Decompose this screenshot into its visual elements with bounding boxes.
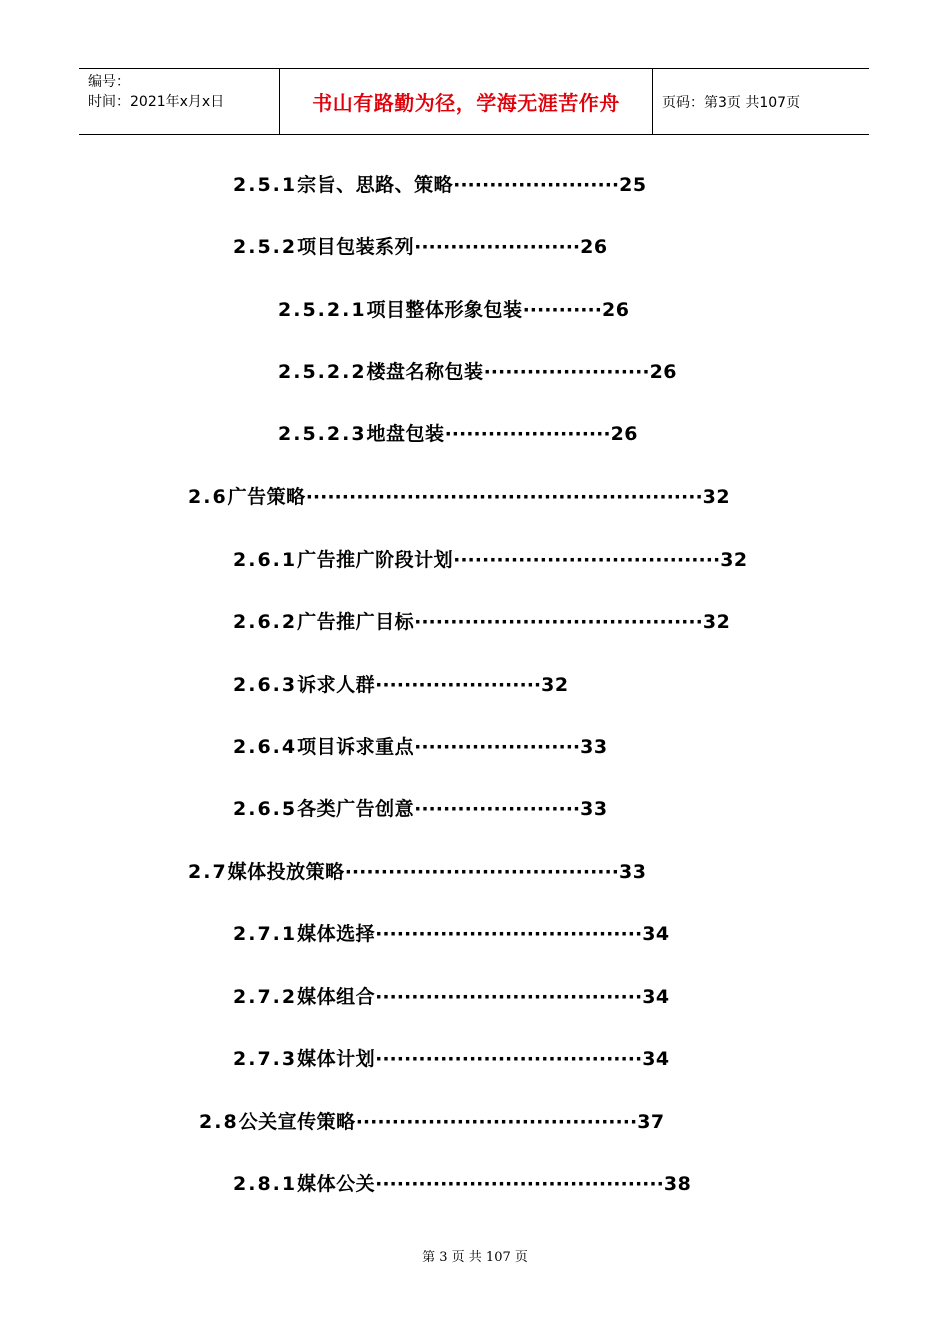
toc-entry-page: 34 — [642, 923, 670, 945]
toc-entry-number: 2.6.3 — [233, 674, 298, 696]
toc-entry-page: 25 — [619, 174, 647, 196]
toc-entry[interactable] — [233, 1047, 670, 1071]
toc-entry-page: 34 — [642, 986, 670, 1008]
toc-entry[interactable] — [188, 860, 646, 884]
toc-entry-title: 楼盘名称包装 — [366, 361, 484, 383]
toc-entry[interactable] — [233, 922, 670, 946]
header-motto-cell — [280, 69, 653, 134]
toc-entry[interactable] — [233, 548, 748, 572]
toc-entry[interactable] — [233, 173, 647, 197]
toc-entry-leader: ······················· — [375, 674, 542, 696]
toc-entry-number: 2.5.2 — [233, 236, 298, 258]
toc-entry-leader: ····································· — [375, 923, 643, 945]
toc-entry-page: 38 — [663, 1173, 692, 1195]
toc-entry-number: 2.5.2.1 — [278, 299, 367, 321]
toc-entry-leader: ······················· — [444, 423, 611, 445]
toc-entry[interactable] — [233, 735, 608, 759]
toc-entry-leader: ······················· — [414, 236, 581, 258]
toc-entry-number: 2.7.2 — [233, 986, 298, 1008]
toc-entry-title: 地盘包装 — [366, 423, 445, 445]
toc-entry-title: 广告推广阶段计划 — [297, 549, 454, 571]
toc-entry-leader: ····································· — [453, 549, 721, 571]
toc-entry[interactable] — [233, 985, 670, 1009]
toc-entry-number: 2.6.2 — [233, 611, 298, 633]
toc-entry-title: 广告策略 — [227, 486, 306, 508]
toc-entry[interactable] — [233, 673, 569, 697]
toc-entry-title: 媒体投放策略 — [227, 861, 345, 883]
toc-entry[interactable] — [233, 797, 608, 821]
toc-entry-number: 2.7.1 — [233, 923, 298, 945]
toc-entry-number: 2.6.1 — [233, 549, 298, 571]
header-page-info: 页码：第3页 共107页 — [662, 94, 801, 111]
toc-entry[interactable] — [233, 610, 730, 634]
toc-entry-leader: ······················· — [483, 361, 650, 383]
toc-entry-page: 33 — [618, 861, 647, 883]
toc-entry-page: 32 — [541, 674, 569, 696]
toc-entry-number: 2.8.1 — [233, 1173, 298, 1195]
toc-entry-number: 2.8 — [199, 1111, 239, 1133]
toc-entry-page: 34 — [642, 1048, 670, 1070]
toc-entry[interactable] — [188, 485, 730, 509]
toc-entry-number: 2.6.4 — [233, 736, 298, 758]
toc-entry-title: 项目诉求重点 — [297, 736, 415, 758]
toc-entry-title: 媒体选择 — [297, 923, 376, 945]
toc-entry-leader: ······································ — [344, 861, 619, 883]
toc-entry-number: 2.6.5 — [233, 798, 298, 820]
toc-entry-leader: ······················· — [414, 736, 581, 758]
toc-entry-title: 宗旨、思路、策略 — [297, 174, 454, 196]
toc-entry-title: 公关宣传策略 — [238, 1111, 356, 1133]
header-meta-cell — [79, 69, 280, 134]
toc-entry-page: 32 — [702, 611, 731, 633]
toc-entry-page: 26 — [601, 299, 630, 321]
toc-entry-leader: ······················· — [453, 174, 620, 196]
toc-entry-title: 各类广告创意 — [297, 798, 415, 820]
toc-entry-leader: ······················································· — [305, 486, 703, 508]
toc-entry-page: 33 — [580, 798, 608, 820]
toc-entry-page: 37 — [637, 1111, 665, 1133]
page-header — [79, 68, 869, 135]
toc-entry[interactable] — [278, 422, 638, 446]
document-number-label: 编号： — [88, 74, 130, 90]
toc-entry-title: 诉求人群 — [297, 674, 376, 696]
toc-entry[interactable] — [199, 1110, 665, 1134]
toc-entry[interactable] — [278, 298, 629, 322]
page-footer: 第 3 页 共 107 页 — [422, 1250, 528, 1265]
toc-entry-page: 32 — [720, 549, 748, 571]
toc-entry-page: 26 — [649, 361, 678, 383]
toc-entry-number: 2.5.1 — [233, 174, 298, 196]
toc-entry[interactable] — [278, 360, 677, 384]
toc-entry[interactable] — [233, 235, 608, 259]
toc-entry-page: 26 — [580, 236, 608, 258]
toc-entry-leader: ····································· — [375, 1048, 643, 1070]
toc-entry-number: 2.5.2.3 — [278, 423, 367, 445]
toc-entry-page: 26 — [610, 423, 639, 445]
toc-entry-title: 项目整体形象包装 — [366, 299, 523, 321]
header-page-cell — [653, 69, 869, 134]
header-motto: 书山有路勤为径，学海无涯苦作舟 — [312, 91, 620, 115]
toc-entry-leader: ······················· — [414, 798, 581, 820]
toc-entry-title: 媒体组合 — [297, 986, 376, 1008]
toc-entry-title: 媒体公关 — [297, 1173, 376, 1195]
toc-entry-leader: ········································ — [414, 611, 703, 633]
toc-entry-leader: ········································ — [375, 1173, 664, 1195]
toc-entry-title: 广告推广目标 — [297, 611, 415, 633]
toc-entry-number: 2.5.2.2 — [278, 361, 367, 383]
document-time-label: 时间：2021年x月x日 — [88, 94, 225, 110]
toc-entry-leader: ··········· — [522, 299, 602, 321]
toc-entry-title: 项目包装系列 — [297, 236, 415, 258]
toc-entry[interactable] — [233, 1172, 691, 1196]
toc-entry-number: 2.7.3 — [233, 1048, 298, 1070]
toc-entry-leader: ······································· — [355, 1111, 638, 1133]
toc-entry-title: 媒体计划 — [297, 1048, 376, 1070]
toc-entry-number: 2.6 — [188, 486, 228, 508]
toc-entry-leader: ····································· — [375, 986, 643, 1008]
toc-entry-page: 32 — [702, 486, 731, 508]
toc-entry-page: 33 — [580, 736, 608, 758]
toc-entry-number: 2.7 — [188, 861, 228, 883]
